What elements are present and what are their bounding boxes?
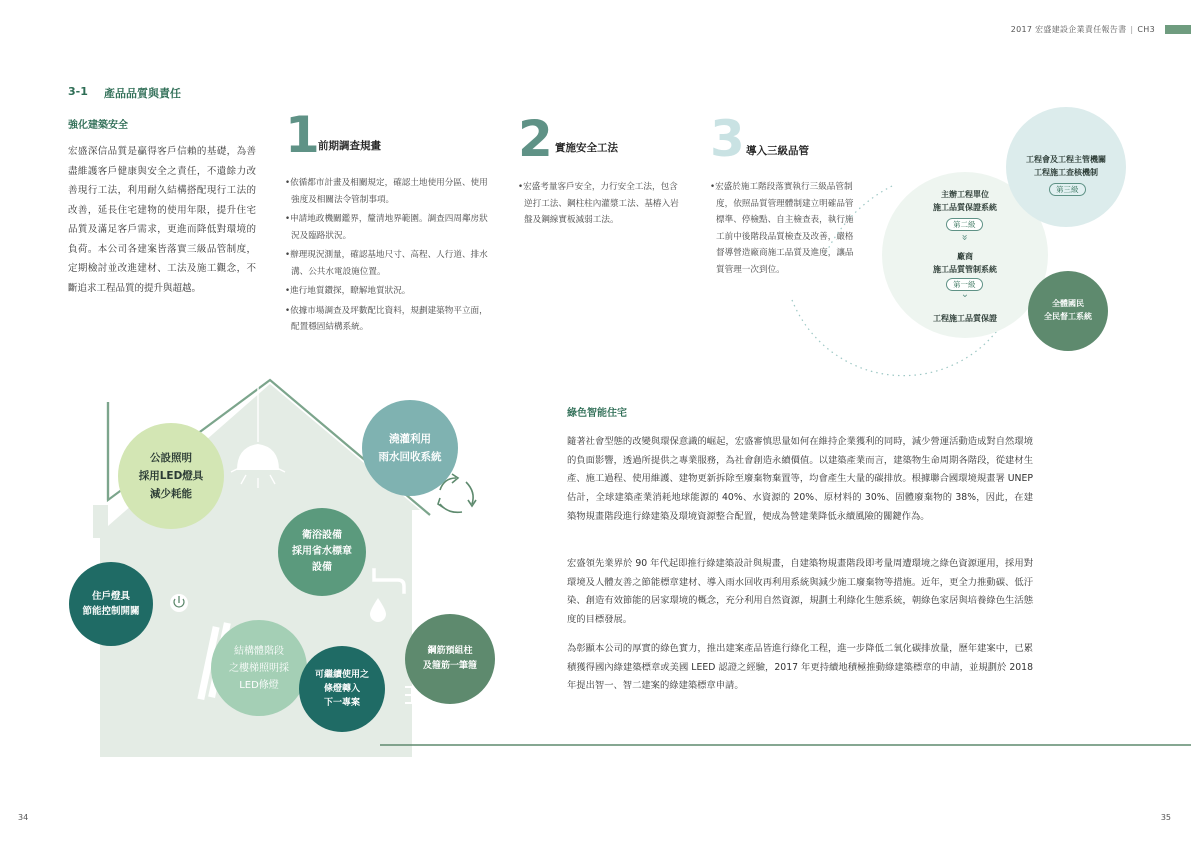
green-home-paragraph-2: 宏盛領先業界於 90 年代起即推行綠建築設計與規畫，自建築物規畫階段即考量周遭環境之綠色資源運用，採用對環境及人體友善之節能標章建材、導入雨水回收再利用系統與減少施工廢棄物等措施。近年，更全力推動碳、低汙染、創造有效節能的居家環境的概念，充分利用自然資源，規劃土利綠化生態系統，朝綠色家居與培養綠色生活態度的目標發展。 (567, 558, 1033, 626)
report-title: 2017 宏盛建設企業責任報告書 (1010, 25, 1127, 34)
level-1-line2: 施工品質管制系統 (933, 265, 997, 274)
bubble-reuse (299, 646, 385, 732)
step-3-number: 3 (710, 110, 745, 168)
list-item: •申請地政機關鑑界，釐清地界範圍。調查四周鄰房狀況及臨路狀況。 (285, 214, 488, 241)
chevron-down-icon: » (958, 234, 972, 241)
section-title: 產品品質與責任 (104, 87, 181, 100)
level-3-line2: 工程施工查核機制 (1034, 168, 1098, 177)
bubble-public-led (118, 423, 224, 529)
step-3-title: 導入三級品管 (746, 145, 809, 157)
step-1-title: 前期調查規畫 (318, 140, 381, 152)
bubble-line: 鋼筋預組柱 (427, 646, 473, 656)
bubble-line: 下一專案 (323, 698, 360, 708)
list-item: •宏盛於施工階段落實執行三級品管制度，依照品質管理體制建立明確品管標準、停檢點、自主檢查表，執行施工前中後階段品質檢查及改善，嚴格督導營造廠商施工品質及進度，讓品質管理一次到位。 (710, 182, 854, 275)
bubble-line: 減少耗能 (150, 488, 192, 500)
list-item: •進行地質鑽探，瞭解地質狀況。 (285, 286, 411, 296)
list-item: •依據市場調查及坪數配比資料，規劃建築物平立面，配置穩固結構系統。 (285, 305, 488, 332)
level-2-badge: 第二級 (946, 218, 983, 231)
green-home-title: 綠色智能住宅 (567, 408, 627, 419)
list-item: •依循都市計畫及相關規定，確認土地使用分區、使用強度及相關法令管制事項。 (285, 178, 488, 205)
bubble-bathroom (278, 508, 366, 596)
bubble-steel (405, 614, 495, 704)
bubble-line: 之樓梯照明採 (229, 662, 289, 674)
list-item: •宏盛考量客戶安全，力行安全工法，包含逆打工法、鋼柱柱內灌漿工法、基樁入岩盤及鋼線實板減弱工法。 (518, 182, 679, 225)
step-2-number: 2 (518, 110, 553, 168)
step-1-number: 1 (285, 106, 320, 164)
bubble-line: 公設照明 (150, 452, 192, 464)
section-number: 3-1 (68, 85, 88, 98)
level-2-line1: 主辦工程單位 (941, 190, 989, 199)
bubble-line: LED條燈 (239, 679, 279, 691)
bubble-line: 採用省水標章 (292, 546, 352, 557)
bubble-line: 及箍筋一筆箍 (422, 661, 477, 671)
bubble-line: 設備 (312, 562, 332, 573)
green-home-paragraph-3: 為彰顯本公司的厚實的綠色實力，推出建案產品皆進行綠化工程，進一步降低二氧化碳排放量，歷年建案中，已累積獲得國內綠建築標章或美國 LEED 認證之經驗，2017 年更持續地積極推動綠建築標章的申請，並規劃於 2018 年提出智一、智二建案的綠建築標章申請。 (567, 643, 1033, 692)
bubble-line: 雨水回收系統 (378, 451, 442, 463)
level-1-badge: 第一級 (946, 278, 983, 291)
bubble-switch (69, 562, 153, 646)
level-3-badge: 第三級 (1049, 183, 1086, 196)
bubble-line: 可繼續使用之 (314, 670, 369, 680)
citizens-line1: 全體國民 (1052, 299, 1084, 308)
bubble-rainwater (362, 400, 458, 496)
green-home-paragraph-1: 隨著社會型態的改變與環保意識的崛起，宏盛審慎思量如何在維持企業獲利的同時，減少營運活動造成對自然環境的負面影響，透過所提供之專業服務，為社會創造永續價值。以建築產業而言，建築物生命周期各階段，從建材生產、施工過程、使用維護、建物更新拆除至廢棄物棄置等，均會產生大量的碳排放。根據聯合國環境規畫署 UNEP 估計，全球建築產業消耗地球能源的 40%、水資源的 20%、原材料的 30%、固體廢棄物的 38%，因此，在建築物規畫階段進行綠建築及環境資源整合配置，便成為營建業降低永續風險的關鍵作為。 (567, 436, 1033, 522)
list-item: •辦理現況測量，確認基地尺寸、高程、人行道、排水溝、公共水電設施位置。 (285, 250, 488, 277)
bubble-line: 住戶燈具 (91, 591, 130, 602)
chevron-down-icon: ⌄ (960, 289, 970, 300)
bubble-line: 結構體階段 (234, 645, 284, 657)
bubble-stair-led (211, 620, 307, 716)
header-separator: | (1130, 25, 1134, 34)
citizens-line2: 全民督工系統 (1044, 312, 1092, 321)
page-number-left: 34 (18, 813, 29, 822)
level-1-line1: 廠商 (957, 252, 973, 261)
step-2-title: 實施安全工法 (555, 142, 618, 154)
bubble-line: 澆灌利用 (389, 433, 431, 445)
page-number-right: 35 (1160, 813, 1171, 822)
level-2-line2: 施工品質保證系統 (933, 203, 997, 212)
subsection-title: 強化建築安全 (68, 120, 128, 131)
bubble-line: 條燈轉入 (323, 684, 360, 694)
chapter-label: CH3 (1137, 25, 1155, 34)
assurance-text: 工程施工品質保證 (933, 314, 997, 323)
intro-paragraph: 宏盛深信品質是贏得客戶信賴的基礎，為善盡維護客戶健康與安全之責任，不遺餘力改善現行工法，利用耐久結構搭配現行工法的改善，延長住宅建物的使用年限，提升住宅品質及滿足客戶需求，更進而降低對環境的負荷。本公司各建案皆落實三級品管制度，定期檢討並改進建材、工法及施工觀念，不斷追求工程品質的提升與超越。 (68, 146, 256, 294)
level-3-line1: 工程會及工程主管機關 (1026, 155, 1106, 164)
bubble-line: 衛浴設備 (302, 530, 342, 541)
bubble-line: 採用LED燈具 (138, 470, 204, 482)
bubble-line: 節能控制開關 (82, 606, 140, 617)
